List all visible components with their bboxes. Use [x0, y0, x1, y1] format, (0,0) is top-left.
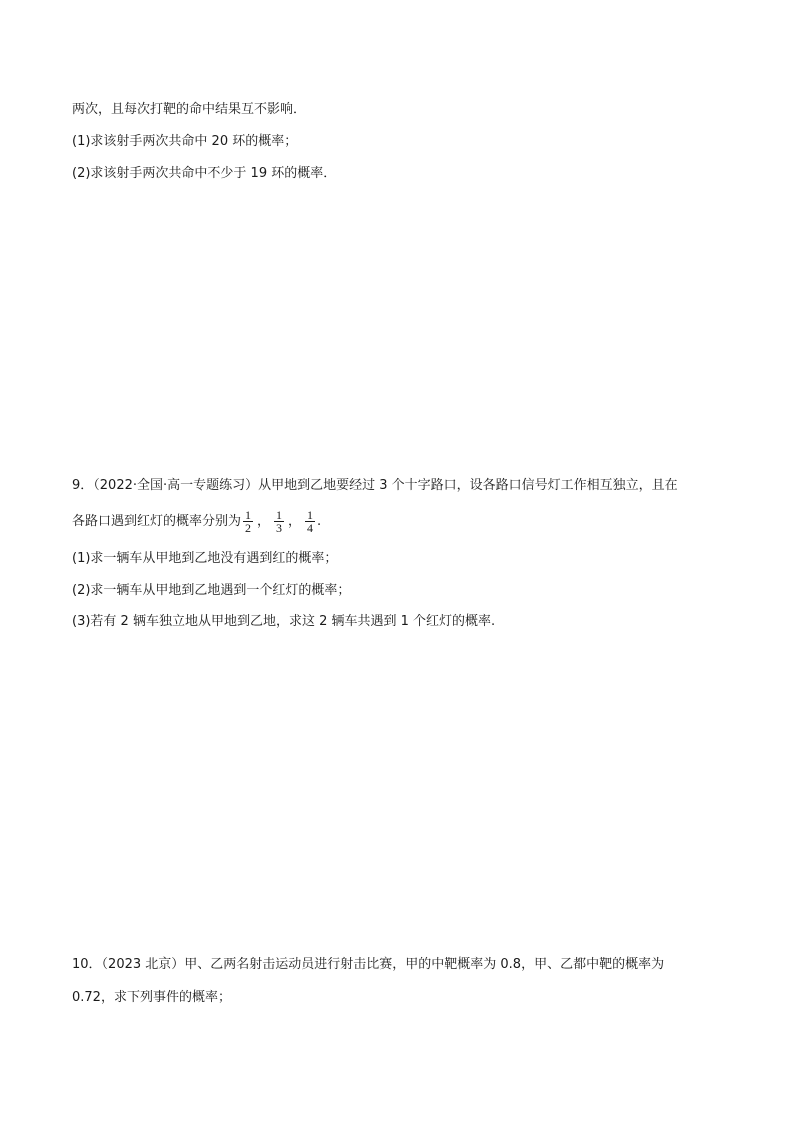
fraction-one-half: $\frac{1}{2}$ — [245, 508, 252, 535]
q9-stem-line-1: 9．（2022·全国·高一专题练习）从甲地到乙地要经过 3 个十字路口，设各路口信号灯工作相互独立，且在 — [72, 478, 678, 493]
q10-stem-line-1: 10．（2023 北京）甲、乙两名射击运动员进行射击比赛，甲的中靶概率为 0.8，甲、乙都中靶的概率为 — [72, 957, 665, 972]
q9-stem-line-2 — [72, 508, 321, 536]
fraction-one-quarter: $\frac{1}{4}$ — [307, 508, 314, 535]
separator: ， — [288, 514, 302, 529]
q9-subquestion-1: (1)求一辆车从甲地到乙地没有遇到红的概率； — [72, 551, 338, 566]
q9-subquestion-2: (2)求一辆车从甲地到乙地遇到一个红灯的概率； — [72, 583, 351, 598]
q9-subquestion-3: (3)若有 2 辆车独立地从甲地到乙地，求这 2 辆车共遇到 1 个红灯的概率. — [72, 614, 496, 629]
q10-stem-line-2: 0.72，求下列事件的概率； — [72, 990, 231, 1005]
q8-subquestion-2: (2)求该射手两次共命中不少于 19 环的概率． — [72, 166, 337, 181]
q8-subquestion-1: (1)求该射手两次共命中 20 环的概率； — [72, 134, 298, 149]
sentence-end: . — [317, 514, 322, 529]
q9-stem-prefix: 各路口遇到红灯的概率分别为 — [72, 514, 242, 529]
fraction-one-third: $\frac{1}{3}$ — [276, 508, 283, 535]
q8-text-line: 两次，且每次打靶的命中结果互不影响． — [72, 102, 307, 117]
separator: ， — [257, 514, 271, 529]
